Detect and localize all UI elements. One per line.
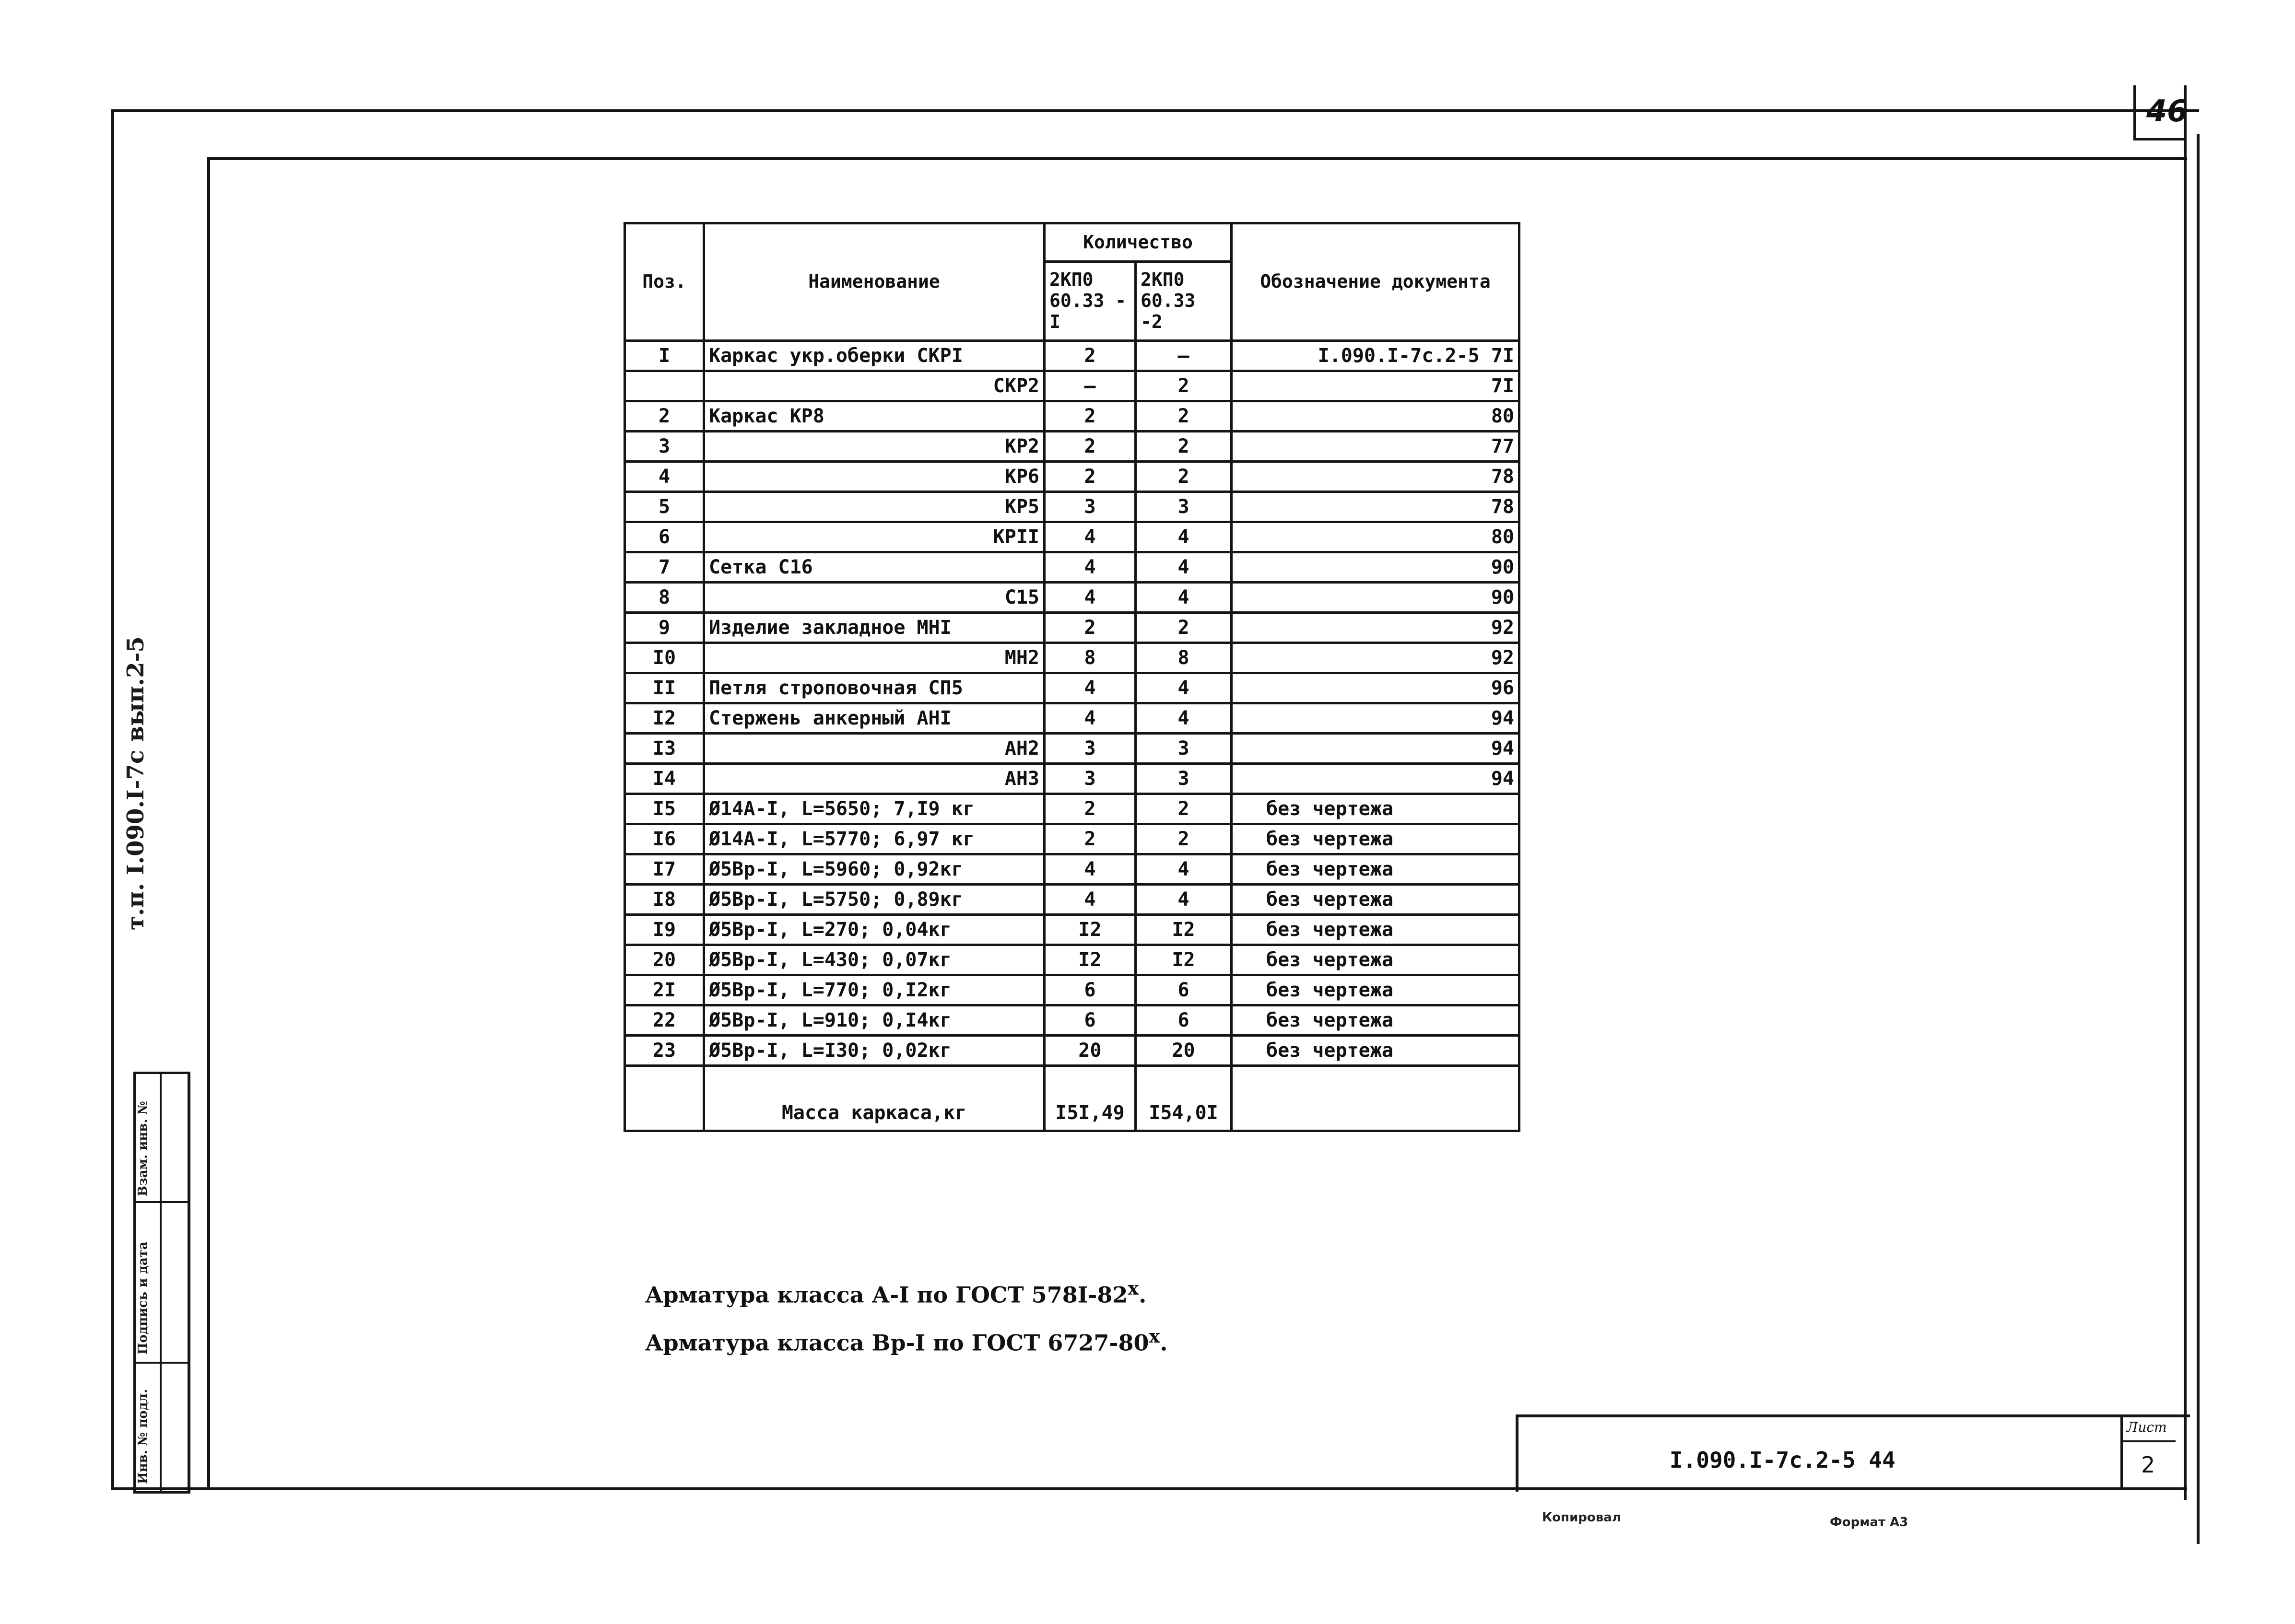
qty1-cell: 2 [1045, 462, 1136, 492]
name-cell: Ø5Вр-I, L=430; 0,07кг [704, 945, 1045, 975]
name-cell: Ø5Вр-I, L=270; 0,04кг [704, 915, 1045, 945]
qty2-cell: 2 [1136, 613, 1232, 643]
qty1-cell: I2 [1045, 945, 1136, 975]
total-label: Масса каркаса,кг [704, 1066, 1045, 1131]
sheet-number-box-bottom [2133, 138, 2186, 140]
note-superscript: х [1128, 1278, 1139, 1299]
qty2-cell: 2 [1136, 401, 1232, 432]
pos-cell: 4 [625, 462, 704, 492]
qty1-cell: I2 [1045, 915, 1136, 945]
qty1-cell: 3 [1045, 764, 1136, 794]
name-cell: Ø5Вр-I, L=910; 0,I4кг [704, 1005, 1045, 1036]
name-cell: Ø5Вр-I, L=5960; 0,92кг [704, 854, 1045, 885]
qty1-cell: 2 [1045, 824, 1136, 854]
doc-cell: без чертежа [1232, 1036, 1519, 1066]
doc-cell: без чертежа [1232, 1005, 1519, 1036]
outer-top-border [113, 109, 2199, 112]
qty2-cell: 4 [1136, 522, 1232, 552]
table-row [625, 522, 1519, 552]
qty2-cell: 2 [1136, 794, 1232, 824]
qty2-cell: 4 [1136, 885, 1232, 915]
table-row [625, 794, 1519, 824]
doc-cell: без чертежа [1232, 975, 1519, 1005]
qty2-cell: 6 [1136, 975, 1232, 1005]
total-qty1: I5I,49 [1045, 1066, 1136, 1131]
name-cell: Петля строповочная СП5 [704, 673, 1045, 703]
pos-cell: I [625, 341, 704, 371]
doc-cell: без чертежа [1232, 885, 1519, 915]
outer-left-border [111, 109, 114, 1490]
qty1-cell: 4 [1045, 522, 1136, 552]
qty1-cell: 4 [1045, 552, 1136, 583]
qty1-cell: 4 [1045, 673, 1136, 703]
note-2-text: Арматура класса Вр-I по ГОСТ 6727-80 [645, 1330, 1149, 1356]
pos-cell: 20 [625, 945, 704, 975]
footer-copied: Копировал [1542, 1510, 1621, 1525]
total-empty-cell [625, 1066, 704, 1131]
table-row [625, 432, 1519, 462]
header-qty-col1: 2КП0 60.33 -I [1045, 262, 1136, 341]
qty2-cell: 4 [1136, 673, 1232, 703]
name-cell: Каркас укр.оберки СКРI [704, 341, 1045, 371]
pos-cell: I4 [625, 764, 704, 794]
table-row [625, 945, 1519, 975]
table-row [625, 552, 1519, 583]
sheet-box [2120, 1417, 2178, 1489]
doc-cell: 92 [1232, 643, 1519, 673]
doc-cell: 78 [1232, 462, 1519, 492]
table-row [625, 401, 1519, 432]
pos-cell: I0 [625, 643, 704, 673]
specification-table [624, 222, 1520, 1132]
name-cell: Ø14А-I, L=5650; 7,I9 кг [704, 794, 1045, 824]
pos-cell: 7 [625, 552, 704, 583]
qty2-cell: 4 [1136, 703, 1232, 734]
doc-cell: 90 [1232, 583, 1519, 613]
qty1-cell: 4 [1045, 854, 1136, 885]
qty2-cell: 4 [1136, 854, 1232, 885]
pos-cell: 9 [625, 613, 704, 643]
sheet-number: 46 [2146, 93, 2188, 129]
title-block-code: I.090.I-7с.2-5 44 [1670, 1447, 1895, 1473]
table-row [625, 854, 1519, 885]
pos-cell: I3 [625, 734, 704, 764]
qty1-cell: 6 [1045, 975, 1136, 1005]
table-row [625, 885, 1519, 915]
table-row [625, 673, 1519, 703]
doc-cell: 94 [1232, 703, 1519, 734]
pos-cell: II [625, 673, 704, 703]
sheet-value: 2 [2141, 1452, 2155, 1478]
pos-cell: 2 [625, 401, 704, 432]
qty1-cell: – [1045, 371, 1136, 401]
pos-cell: 23 [625, 1036, 704, 1066]
pos-cell: 8 [625, 583, 704, 613]
side-document-label: т.п. I.090.I-7с вып.2-5 [122, 636, 149, 930]
table-row [625, 703, 1519, 734]
qty2-cell: 3 [1136, 492, 1232, 522]
pos-cell: I2 [625, 703, 704, 734]
table-row [625, 341, 1519, 371]
total-qty2: I54,0I [1136, 1066, 1232, 1131]
name-cell: Изделие закладное МНI [704, 613, 1045, 643]
doc-cell: 7I [1232, 371, 1519, 401]
doc-cell: 77 [1232, 432, 1519, 462]
name-cell: СКР2 [704, 371, 1045, 401]
qty1-cell: 20 [1045, 1036, 1136, 1066]
name-cell: Стержень анкерный АНI [704, 703, 1045, 734]
doc-cell: без чертежа [1232, 915, 1519, 945]
header-name: Наименование [704, 223, 1045, 341]
name-cell: КРII [704, 522, 1045, 552]
qty2-cell: I2 [1136, 915, 1232, 945]
name-cell: КР6 [704, 462, 1045, 492]
pos-cell: 5 [625, 492, 704, 522]
sheet-box-divider [2123, 1440, 2176, 1442]
qty1-cell: 4 [1045, 583, 1136, 613]
qty1-cell: 4 [1045, 703, 1136, 734]
qty2-cell: 3 [1136, 734, 1232, 764]
header-qty-col2: 2КП0 60.33 -2 [1136, 262, 1232, 341]
stamp-cell-label: Подпись и дата [136, 1241, 150, 1355]
note-1: Арматура класса А-I по ГОСТ $578I-82^х$. [645, 1278, 1147, 1308]
qty1-cell: 8 [1045, 643, 1136, 673]
qty1-cell: 2 [1045, 401, 1136, 432]
table-row [625, 371, 1519, 401]
qty1-cell: 2 [1045, 613, 1136, 643]
pos-cell: I5 [625, 794, 704, 824]
pos-cell: I6 [625, 824, 704, 854]
stamp-row-divider [136, 1201, 188, 1203]
pos-cell: I8 [625, 885, 704, 915]
sheet-number-box-left [2133, 85, 2136, 140]
total-doc-empty [1232, 1066, 1519, 1131]
qty2-cell: 2 [1136, 371, 1232, 401]
table-row [625, 613, 1519, 643]
doc-cell: 80 [1232, 401, 1519, 432]
doc-cell: 94 [1232, 734, 1519, 764]
stamp-divider [160, 1074, 162, 1491]
qty1-cell: 3 [1045, 492, 1136, 522]
table-row [625, 1036, 1519, 1066]
note-2: Арматура класса Вр-I по ГОСТ $6727-80^х$. [645, 1326, 1168, 1356]
name-cell: АН3 [704, 764, 1045, 794]
doc-cell: 92 [1232, 613, 1519, 643]
doc-cell: без чертежа [1232, 945, 1519, 975]
doc-cell: без чертежа [1232, 824, 1519, 854]
inner-right-border [2184, 85, 2187, 1500]
inner-top-border [209, 157, 2187, 160]
title-block [1516, 1414, 2190, 1492]
table-row [625, 583, 1519, 613]
qty2-cell: 4 [1136, 583, 1232, 613]
header-pos: Поз. [625, 223, 704, 341]
table-row [625, 764, 1519, 794]
doc-cell: без чертежа [1232, 854, 1519, 885]
pos-cell: I9 [625, 915, 704, 945]
header-doc: Обозначение документа [1232, 223, 1519, 341]
note-superscript: х [1149, 1326, 1160, 1347]
table-row [625, 492, 1519, 522]
outer-right-border [2197, 134, 2200, 1544]
qty1-cell: 2 [1045, 432, 1136, 462]
qty2-cell: 6 [1136, 1005, 1232, 1036]
name-cell: КР2 [704, 432, 1045, 462]
qty2-cell: I2 [1136, 945, 1232, 975]
qty1-cell: 6 [1045, 1005, 1136, 1036]
name-cell: АН2 [704, 734, 1045, 764]
doc-cell: I.090.I-7с.2-5 7I [1232, 341, 1519, 371]
pos-cell [625, 371, 704, 401]
pos-cell: 2I [625, 975, 704, 1005]
doc-cell: 90 [1232, 552, 1519, 583]
sheet-label: Лист [2127, 1419, 2167, 1435]
table-row [625, 915, 1519, 945]
doc-cell: 78 [1232, 492, 1519, 522]
table-row [625, 462, 1519, 492]
table-row [625, 734, 1519, 764]
table-row [625, 1005, 1519, 1036]
name-cell: Сетка С16 [704, 552, 1045, 583]
qty2-cell: 3 [1136, 764, 1232, 794]
pos-cell: 22 [625, 1005, 704, 1036]
qty2-cell: 4 [1136, 552, 1232, 583]
qty2-cell: 8 [1136, 643, 1232, 673]
qty1-cell: 3 [1045, 734, 1136, 764]
doc-cell: 80 [1232, 522, 1519, 552]
table-row [625, 975, 1519, 1005]
total-row [625, 1066, 1519, 1131]
qty1-cell: 2 [1045, 341, 1136, 371]
name-cell: Ø5Вр-I, L=I30; 0,02кг [704, 1036, 1045, 1066]
stamp-row-divider [136, 1362, 188, 1364]
doc-cell: 94 [1232, 764, 1519, 794]
qty2-cell: 2 [1136, 432, 1232, 462]
stamp-cell-label: Взам. инв. № [136, 1101, 150, 1196]
qty2-cell: 2 [1136, 824, 1232, 854]
name-cell: Ø5Вр-I, L=5750; 0,89кг [704, 885, 1045, 915]
name-cell: С15 [704, 583, 1045, 613]
table-row [625, 643, 1519, 673]
name-cell: Ø14А-I, L=5770; 6,97 кг [704, 824, 1045, 854]
name-cell: Ø5Вр-I, L=770; 0,I2кг [704, 975, 1045, 1005]
stamp-cell-label: Инв. № подл. [136, 1389, 150, 1484]
qty2-cell: – [1136, 341, 1232, 371]
name-cell: Каркас КР8 [704, 401, 1045, 432]
qty1-cell: 4 [1045, 885, 1136, 915]
qty1-cell: 2 [1045, 794, 1136, 824]
note-1-text: Арматура класса А-I по ГОСТ 578I-82 [645, 1282, 1128, 1308]
footer-format: Формат А3 [1830, 1515, 1908, 1530]
doc-cell: без чертежа [1232, 794, 1519, 824]
pos-cell: 3 [625, 432, 704, 462]
inner-left-border [207, 157, 210, 1490]
qty2-cell: 2 [1136, 462, 1232, 492]
doc-cell: 96 [1232, 673, 1519, 703]
qty2-cell: 20 [1136, 1036, 1232, 1066]
header-qty: Количество [1045, 223, 1232, 262]
table-row [625, 824, 1519, 854]
pos-cell: 6 [625, 522, 704, 552]
name-cell: МН2 [704, 643, 1045, 673]
name-cell: КР5 [704, 492, 1045, 522]
pos-cell: I7 [625, 854, 704, 885]
